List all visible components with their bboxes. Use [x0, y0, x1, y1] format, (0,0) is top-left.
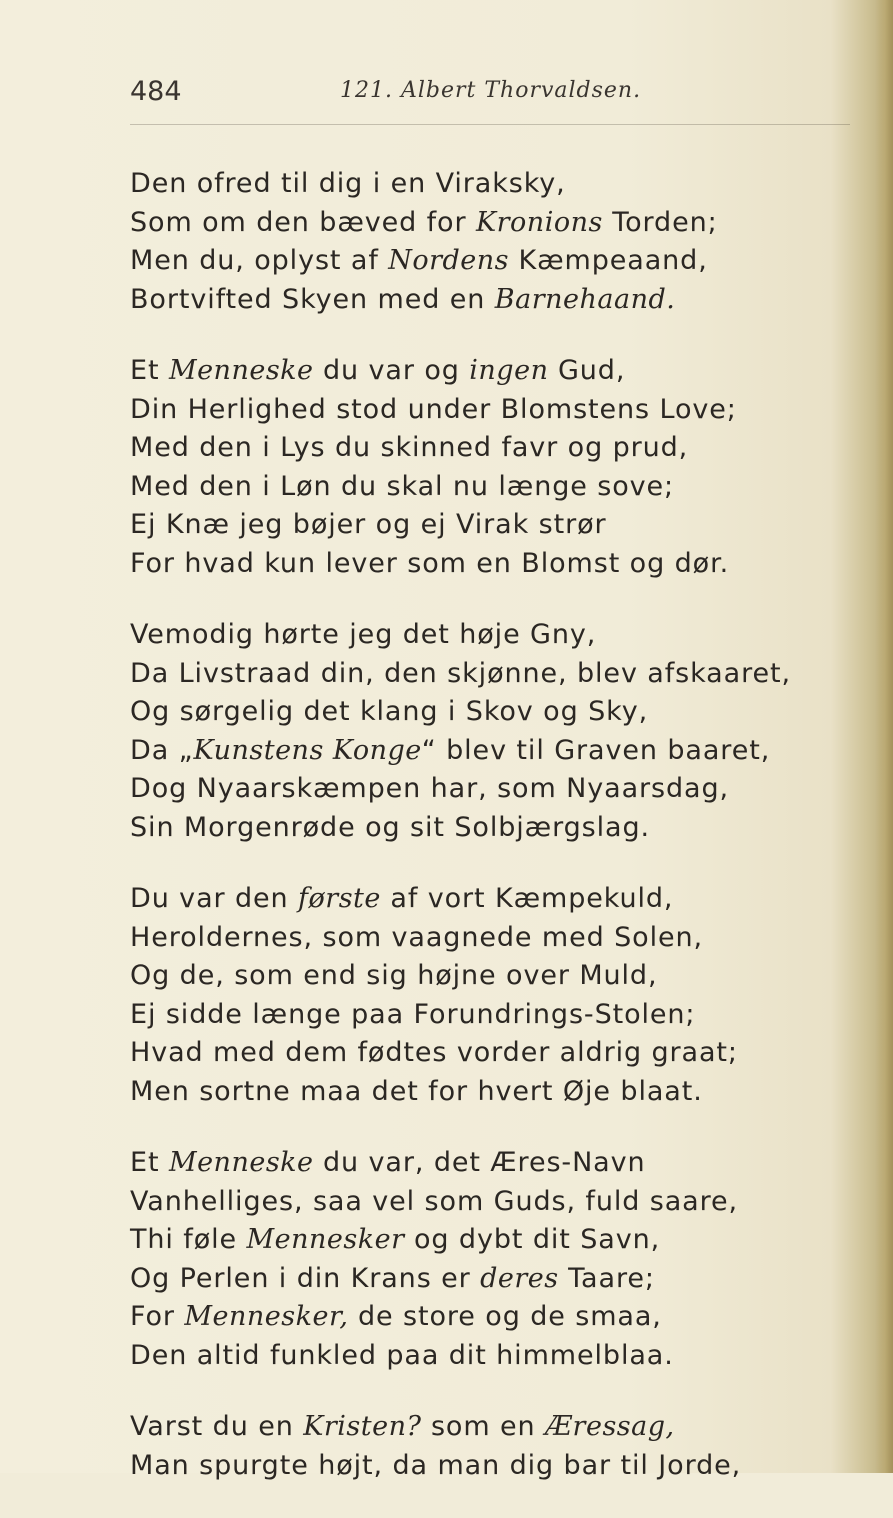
verse-line — [130, 1073, 850, 1112]
verse-line — [130, 732, 850, 771]
verse-text: Og Perlen i din Krans er — [130, 1262, 481, 1294]
verse-text: Og sørgelig det klang i Skov og Sky, — [130, 696, 649, 727]
verse-text: For — [130, 1301, 185, 1332]
verse-line — [130, 770, 850, 809]
verse-text: Da „ — [130, 734, 194, 766]
verse-line — [130, 1221, 850, 1260]
verse-line — [130, 616, 850, 655]
emphasized-word: Mennesker, — [184, 1301, 349, 1332]
verse-line — [130, 919, 850, 958]
verse-text: Med den i Lys du skinned favr og prud, — [130, 432, 689, 463]
verse-text: som en — [421, 1411, 546, 1442]
verse-text: du var og — [313, 355, 470, 386]
emphasized-word: første — [298, 883, 381, 914]
stanza — [130, 1408, 850, 1485]
running-head: 121. Albert Thorvaldsen. — [340, 78, 642, 103]
verse-text: Som om den bæved for — [130, 206, 476, 238]
verse-line — [130, 506, 850, 545]
stanza — [130, 352, 850, 583]
verse-line — [130, 429, 850, 468]
verse-text: Sin Morgenrøde og sit Solbjærgslag. — [130, 811, 650, 843]
verse-text: Gud, — [548, 355, 626, 386]
verse-line — [130, 1183, 850, 1222]
emphasized-word: ingen — [469, 355, 549, 386]
verse-text: Thi føle — [130, 1224, 247, 1255]
verse-text: Men du, oplyst af — [130, 245, 389, 276]
verse-text: Den ofred til dig i en Viraksky, — [130, 168, 566, 199]
verse-line — [130, 1337, 850, 1376]
emphasized-word: Kristen? — [303, 1411, 422, 1442]
page-edge-shadow — [875, 0, 893, 1473]
verse-line — [130, 1260, 850, 1299]
verse-text: de store og de smaa, — [348, 1301, 662, 1332]
verse-line — [130, 352, 850, 391]
verse-text: og dybt dit Savn, — [404, 1224, 661, 1255]
verse-line — [130, 693, 850, 732]
verse-text: Ej Knæ jeg bøjer og ej Virak strør — [130, 509, 607, 540]
verse-line — [130, 655, 850, 694]
verse-text: Varst du en — [130, 1411, 304, 1442]
verse-line — [130, 165, 850, 204]
poem-text — [130, 165, 850, 1518]
verse-text: Da Livstraad din, den skjønne, blev afskaaret, — [130, 657, 791, 689]
verse-text: Et — [130, 1147, 169, 1178]
verse-text: Vanhelliges, saa vel som Guds, fuld saare, — [130, 1185, 739, 1217]
verse-text: Med den i Løn du skal nu længe sove; — [130, 470, 675, 502]
verse-text: Vemodig hørte jeg det høje Gny, — [130, 619, 597, 650]
stanza — [130, 1144, 850, 1375]
verse-line — [130, 242, 850, 281]
header-rule — [130, 124, 850, 125]
verse-line — [130, 391, 850, 430]
emphasized-word: Barnehaand. — [494, 283, 676, 315]
emphasized-word: Menneske — [168, 355, 314, 386]
emphasized-word: Nordens — [388, 245, 510, 276]
emphasized-word: deres — [480, 1262, 559, 1294]
verse-line — [130, 809, 850, 848]
verse-line — [130, 281, 850, 320]
verse-line — [130, 204, 850, 243]
verse-text: Ej sidde længe paa Forundrings-Stolen; — [130, 998, 696, 1030]
emphasized-word: Mennesker — [246, 1224, 405, 1255]
verse-text: For hvad kun lever som en Blomst og dør. — [130, 547, 730, 579]
verse-text: Man spurgte højt, da man dig bar til Jorde, — [130, 1449, 742, 1481]
emphasized-word: Æressag, — [545, 1411, 675, 1442]
verse-line — [130, 1298, 850, 1337]
stanza — [130, 616, 850, 847]
verse-line — [130, 1447, 850, 1486]
verse-text: Hvad med dem fødtes vorder aldrig graat; — [130, 1037, 738, 1068]
verse-line — [130, 468, 850, 507]
verse-line — [130, 957, 850, 996]
verse-line — [130, 1408, 850, 1447]
verse-line — [130, 545, 850, 584]
verse-text: du var, det Æres-Navn — [313, 1147, 646, 1178]
verse-text: Taare; — [558, 1262, 655, 1294]
emphasized-word: Kunstens Konge — [193, 734, 422, 766]
verse-text: Torden; — [602, 206, 718, 238]
verse-text: Et — [130, 355, 169, 386]
verse-text: Din Herlighed stod under Blomstens Love; — [130, 393, 737, 425]
verse-text: Den altid funkled paa dit himmelblaa. — [130, 1339, 674, 1371]
emphasized-word: Kronions — [475, 206, 603, 238]
verse-text: “ blev til Graven baaret, — [421, 734, 771, 766]
verse-line — [130, 1034, 850, 1073]
verse-text: Bortvifted Skyen med en — [130, 283, 495, 315]
verse-text: Dog Nyaarskæmpen har, som Nyaarsdag, — [130, 773, 729, 804]
page-header — [130, 76, 850, 122]
verse-line — [130, 996, 850, 1035]
verse-text: Men sortne maa det for hvert Øje blaat. — [130, 1075, 703, 1107]
emphasized-word: Menneske — [168, 1147, 314, 1178]
verse-text: Du var den — [130, 883, 299, 914]
page-number: 484 — [130, 76, 182, 107]
verse-line — [130, 880, 850, 919]
stanza — [130, 165, 850, 319]
verse-text: af vort Kæmpekuld, — [380, 883, 674, 914]
stanza — [130, 880, 850, 1111]
verse-text: Heroldernes, som vaagnede med Solen, — [130, 921, 704, 953]
verse-text: Kæmpeaand, — [509, 245, 708, 276]
verse-text: Og de, som end sig højne over Muld, — [130, 960, 658, 991]
verse-line — [130, 1144, 850, 1183]
